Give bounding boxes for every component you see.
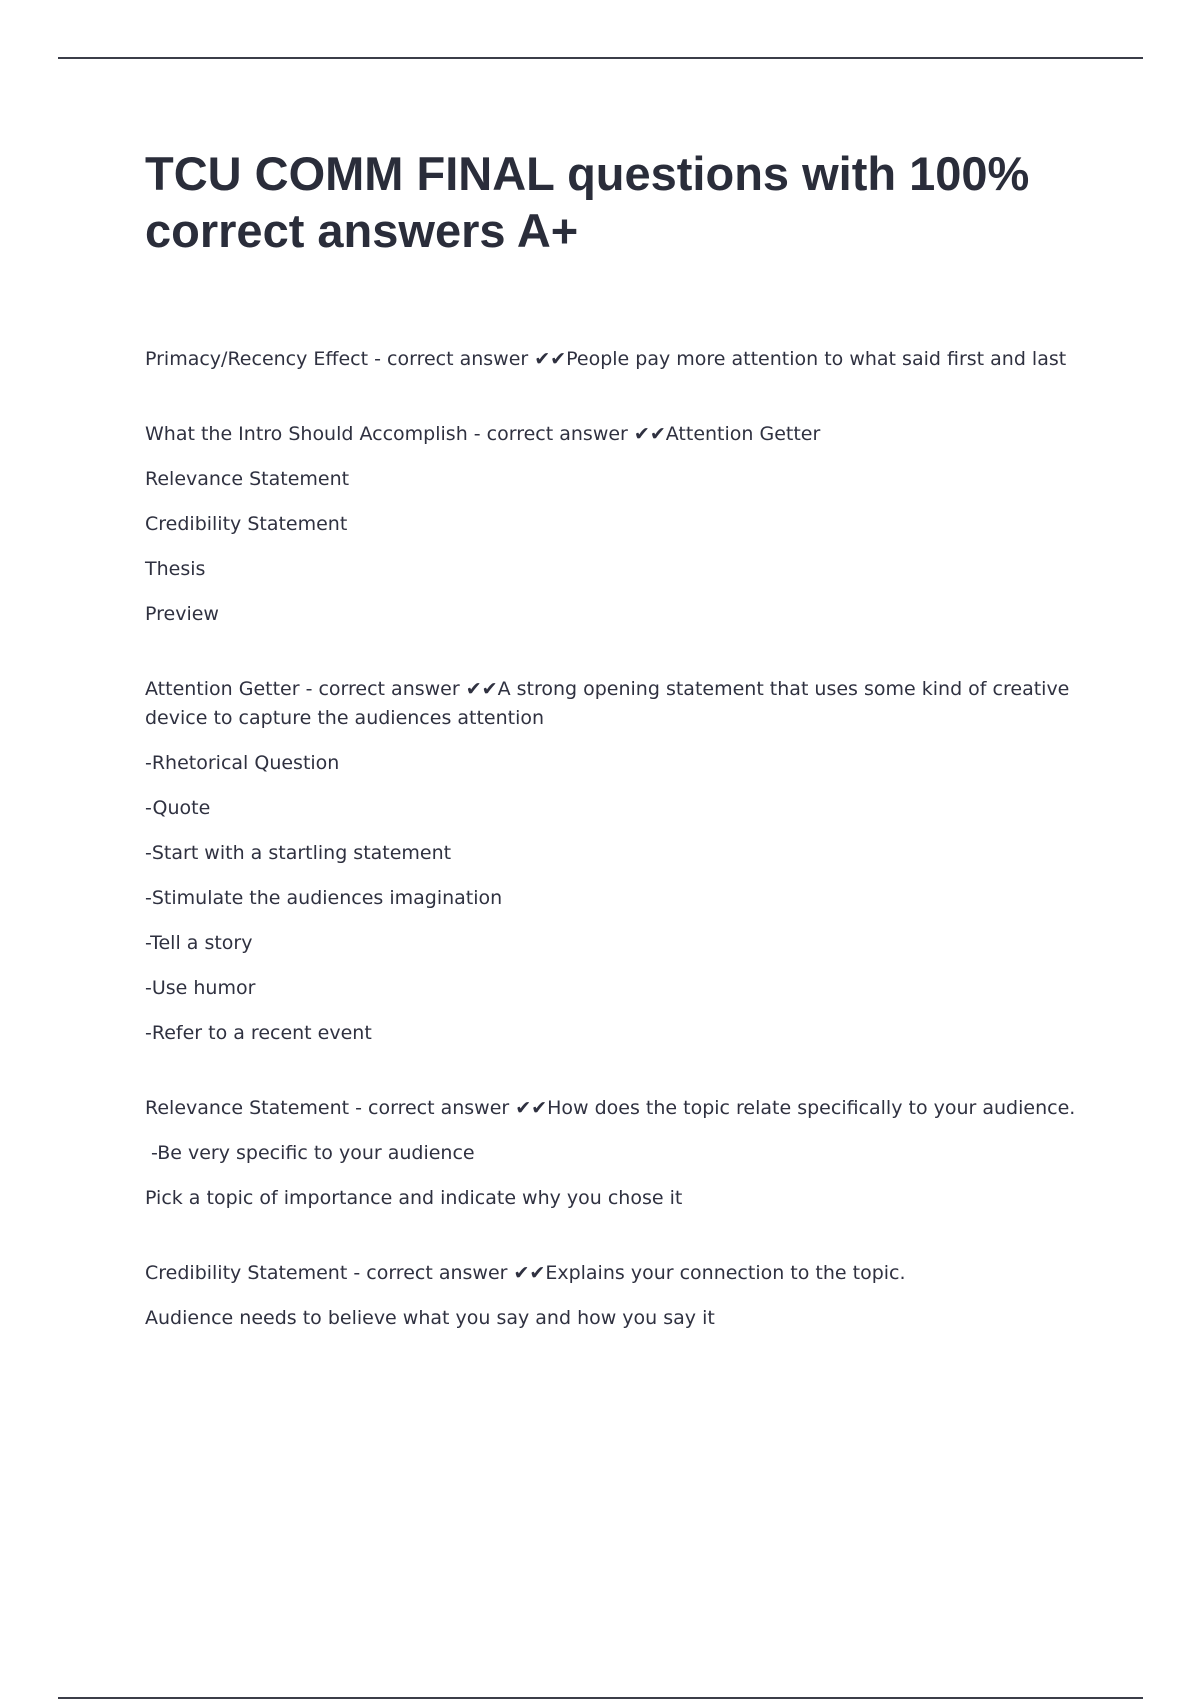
question-term: Primacy/Recency Effect — [145, 348, 369, 370]
answer-text: A strong opening statement that uses some kind of creative device to capture the audiences attention — [145, 678, 1070, 729]
answer-text: How does the topic relate specifically to your audience. — [547, 1097, 1076, 1119]
answer-line: -Quote — [145, 797, 211, 819]
answer-line: Credibility Statement — [145, 513, 348, 535]
answer-line: -Be very specific to your audience — [145, 1142, 475, 1164]
qa-heading-line — [145, 420, 1090, 449]
answer-line: -Start with a startling statement — [145, 842, 452, 864]
checkmark-icon: ✔✔ — [534, 348, 567, 370]
answer-line: Preview — [145, 603, 219, 625]
answer-text: People pay more attention to what said first and last — [566, 348, 1067, 370]
question-term: Relevance Statement — [145, 1097, 350, 1119]
qa-heading-line — [145, 675, 1090, 733]
answer-separator: - correct answer — [347, 1262, 514, 1284]
question-term: Attention Getter — [145, 678, 300, 700]
qa-entry — [145, 420, 1090, 629]
answer-separator: - correct answer — [299, 678, 466, 700]
answer-separator: - correct answer — [467, 423, 634, 445]
answer-line: -Refer to a recent event — [145, 1022, 372, 1044]
qa-heading-line — [145, 345, 1090, 374]
answer-line: Thesis — [145, 558, 206, 580]
checkmark-icon: ✔✔ — [465, 678, 498, 700]
answer-line: -Use humor — [145, 977, 256, 999]
qa-heading-line — [145, 1094, 1090, 1123]
top-rule — [58, 57, 1143, 59]
answer-line: Audience needs to believe what you say and how you say it — [145, 1307, 715, 1329]
qa-heading-line — [145, 1259, 1090, 1288]
question-term: Credibility Statement — [145, 1262, 348, 1284]
answer-line: -Tell a story — [145, 932, 253, 954]
bottom-rule — [58, 1697, 1143, 1699]
qa-entry — [145, 675, 1090, 1048]
answer-line: Pick a topic of importance and indicate why you chose it — [145, 1187, 683, 1209]
question-term: What the Intro Should Accomplish — [145, 423, 468, 445]
answer-line: -Rhetorical Question — [145, 752, 340, 774]
qa-entry — [145, 1259, 1090, 1333]
qa-list — [145, 345, 1090, 1333]
answer-separator: - correct answer — [368, 348, 535, 370]
qa-entry — [145, 345, 1090, 374]
checkmark-icon: ✔✔ — [515, 1097, 548, 1119]
answer-line: -Stimulate the audiences imagination — [145, 887, 503, 909]
answer-text: Explains your connection to the topic. — [545, 1262, 906, 1284]
checkmark-icon: ✔✔ — [633, 423, 666, 445]
answer-text: Attention Getter — [665, 423, 821, 445]
answer-line: Relevance Statement — [145, 468, 350, 490]
document-title: TCU COMM FINAL questions with 100% correct answers A+ — [145, 147, 1030, 257]
qa-entry — [145, 1094, 1090, 1213]
answer-separator: - correct answer — [349, 1097, 516, 1119]
checkmark-icon: ✔✔ — [513, 1262, 546, 1284]
